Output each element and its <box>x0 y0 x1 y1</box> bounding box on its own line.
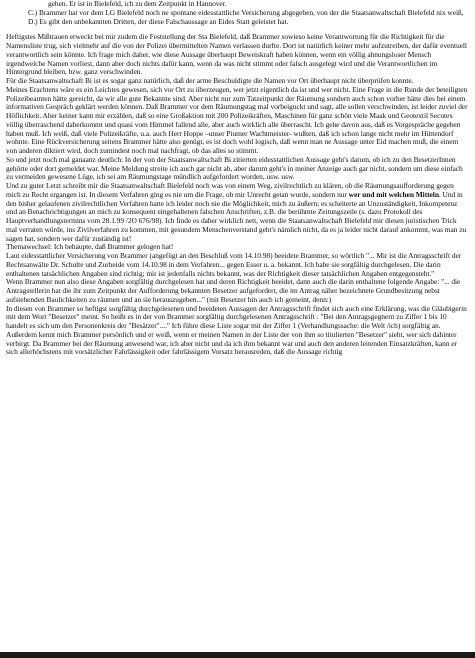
enumerated-list <box>28 0 468 26</box>
paragraph-affidavit-quote: Laut eidesstattlicher Versicherung von Brammer (angefügt an den Beschluß vom 14.10.98) beeidete Brammer, so wörtlich "... Mir ist die Antragsschrift der Rechtsanwälte Dr. Schulte und Zurheide vom 14.10.98 in dem Verfahren... gegen Esser u. a. bekannt. Ich habe sie sorgfältig durchgelesen. Die darin enthaltenen tatsächlichen Angaben sind richtig; mir ist jedenfalls nichts bekannt, was der Richtigkeit dieser tatsächlichen Angaben entgegensteht." <box>6 251 462 278</box>
paragraph-mistrust: Heftigstes Mißtrauen erweckt bei mir zudem die Feststellung der Sta Bielefeld, daß Brammer sowieso keine Verantwortung für die Richtigkeit für die Namensliste trug, sich vielmehr auf die von der Polizei übermittelten Namen verlassen durfte. Dort ist natürlich keiner mehr aufzutreiben, der dafür eventuell verantwortlich sein könnte. Ich frage mich daher, wie diese Aussage überhaupt Beweiskraft haben können, wenn ein völlig ahnungsloser Mensch irgendwelche Namen vorliest, dann aber doch nichts dafür kann, wenn da was nicht stimmt oder falsch ausgelegt wird und die Verantwortlichen im Hintergrund bleiben, bzw. ganz verschwinden. <box>6 32 467 77</box>
paragraph-civil-procedure <box>6 182 468 243</box>
civil-procedure-text: Und zu guter Letzt schreibt mir die Staatsanwaltschaft Bielefeld noch was von einem Weg, zivilrechtlich zu klären, ob die Räumungsaufforderung gegen mich zu Recht ergangen ist. In diesem Verfahren ging es nie um die Frage, ob mir Unrecht getan wurde, sondern nur wer und mit welchen Mitteln. Und in den bisher gelaufenen zivilrechtlichen Verfahren hatte ich leider noch nie die Möglichkeit, mich zu äußern; es scheiterte an Unzuständigkeit, Inkompetenz und an Benachrichtigungen an mich zu konsequent eingehaltenen falschen Anschriften, z.B. die berühmte Zeitungszeile (s. dazu Protokoll des Hauptverhandlungstermins vom 28.1.99 /2O 676/98). Ich finde es daher wirklich nett, wenn die Staatsanwaltschaft Bielefeld mir diesen juristischen Trick mal verraten würde, ins Zivilverfahren zu kommen, mit gesundem Menschenverstand geht's nämlich nicht, da es ja leider nicht darauf ankommt, was man zu sagen hat, sondern wer dafür zuständig ist! <box>6 181 467 243</box>
scan-bottom-edge <box>0 652 475 658</box>
list-item-d: D.) Es gibt den unbekannten Dritten, der diese Falschaussage an Eides Statt geleistet hat. <box>28 16 289 26</box>
paragraph-besetzer-definition: In diesen von Brammer so heftigst sorgfältig durchgelesenen und beeideten Aussagen der Antragsschrift findet sich auch eine Erklärung, was die Gläubigerin mit dem Wort "Besetzer" meint. So heißt es in der von Brammer sorgfältig durchgelesenen Antragsschrift : "Bei den Antragsgegnern zu Ziffer 1 bis 10 handelt es sich um den Personenkreis der "Besätzer"...." Ich führe diese Liste sogar mit der Ziffer 1 (Verhandlungssache: die Welt /ich) sorgfältig an. Außerdem kennt mich Brammer persönlich und er weiß, wenn er meinen Namen in der Liste der von ihm so titulierten "Besetzer" sieht, wer sich dahinter verbirgt. Da Brammer bei der Räumung anwesend war, ich aber nicht und da ich ihm bekannt war und auch den anderen leitenden Einsatzkräften, kann er sich allerhöchstens mit vorsätzlicher Fahrlässigkeit oder fahrlässigem Vorsatz herausreden, daß die Aussage richtig <box>6 303 467 357</box>
paragraph-clarification: So und jetzt noch mal ganaanz deutlich: In der von der Staatsanwaltschaft Bi zitierten eidesstattlichen Aussage geht's darum, ob ich zu den BesetzerInnen gehörte oder dort gemeldet war. Meine Meldung streite ich auch gar nicht ab, aber darum geht's in meiner Anzeige auch gar nicht, sondern um diese einfach zu vermeiden gewesene Lüge, ich sei am Räumungstage mündlich aufgefordert worden, usw. usw. <box>6 154 463 182</box>
emphasized-phrase: wer und mit welchen Mitteln <box>348 189 439 199</box>
paragraph-topic-change: Themawechsel: Ich behaupte, daß Brammer gelogen hat! <box>6 242 174 252</box>
document-page <box>6 0 468 650</box>
list-item-c: C.) Brammer hat vor dem LG Bielefeld noch ne spontane eidesstattliche Versicherung abgegeben, von der die Staatsanwaltschaft Bielefeld nix weiß, <box>28 7 464 17</box>
paragraph-opinion: Meines Erachtens wäre es ein Leichtes gewesen, sich vor Ort zu überzeugen, wer jetzt eigentlich da ist und wer nicht. Eine Frage in die Runde der beteiligten Polizeibeamten hätte gereicht, da wir alle gute Bekannte sind. Aber nicht nur zum Tatzeitpunkt der Räumung sondern auch schon vorher hätte dies bei einem informativen Gespräch geklärt werden können. Daß Brammer vor dem Räumungstag mal vorbeiguckt und sagt, alle sollen verschwinden, ist leider zuviel der Höflichkeit. Aber keiner kann mir erzählen, daß so eine Großaktion mit 200 Polizeikräften, Maschinen für ganz schön viele Maak und Geotextil Secutex völlig überraschend daherkommt und quasi vom Himmel fallend alle, aber auch wirklich alle überrascht. Ich gehe davon aus, daß es Vorgespräche gegeben haben muß. Ich weiß, daß viele Polizeikräfte, u.a. auch Herr Hoppe –unser Piumer Wachtmeister- wußten, daß ich schon lange nicht mehr im Hüttendorf wohnte. Eine Rückversicherung seitens Brammer hätte also genügt, es ist doch wohl logisch, daß wenn man ne Aussage unter Eid machen muß, die einem von anderen diktiert wird, doch zumindest noch mal nachfragt, ob das alles so stimmt. <box>6 84 468 155</box>
paragraph-affidavit-detail: Wenn Brammer nun also diese Angaben sorgfältig durchgelesen hat und deren Richtigkeit beeidet, dann auch die darin enthaltene folgende Angabe: "... die Antragstellerin hat die ihr zum Zeitpunkt der Aufforderung bekannten Besetzer aufgefordert, die im Antrag näher bezeichnete Grundbesitzung nebst aufstehenden Baulichkeiten zu räumen und an sie herauszugeben..." (mit Besetzer bin auch ich gemeint, denn:) <box>6 277 461 304</box>
paragraph-staatsanwaltschaft-note: Für die Staatsanwaltschaft Bi ist es sogar ganz natürlich, daß der arme Beschuldigte die Namen vor Ort überhaupt nicht überprüfen konnte. <box>6 76 414 85</box>
list-item-continuation: gehen. Er ist in Bielefeld, ich zu dem Zeitpunkt in Hannover. <box>48 0 227 8</box>
